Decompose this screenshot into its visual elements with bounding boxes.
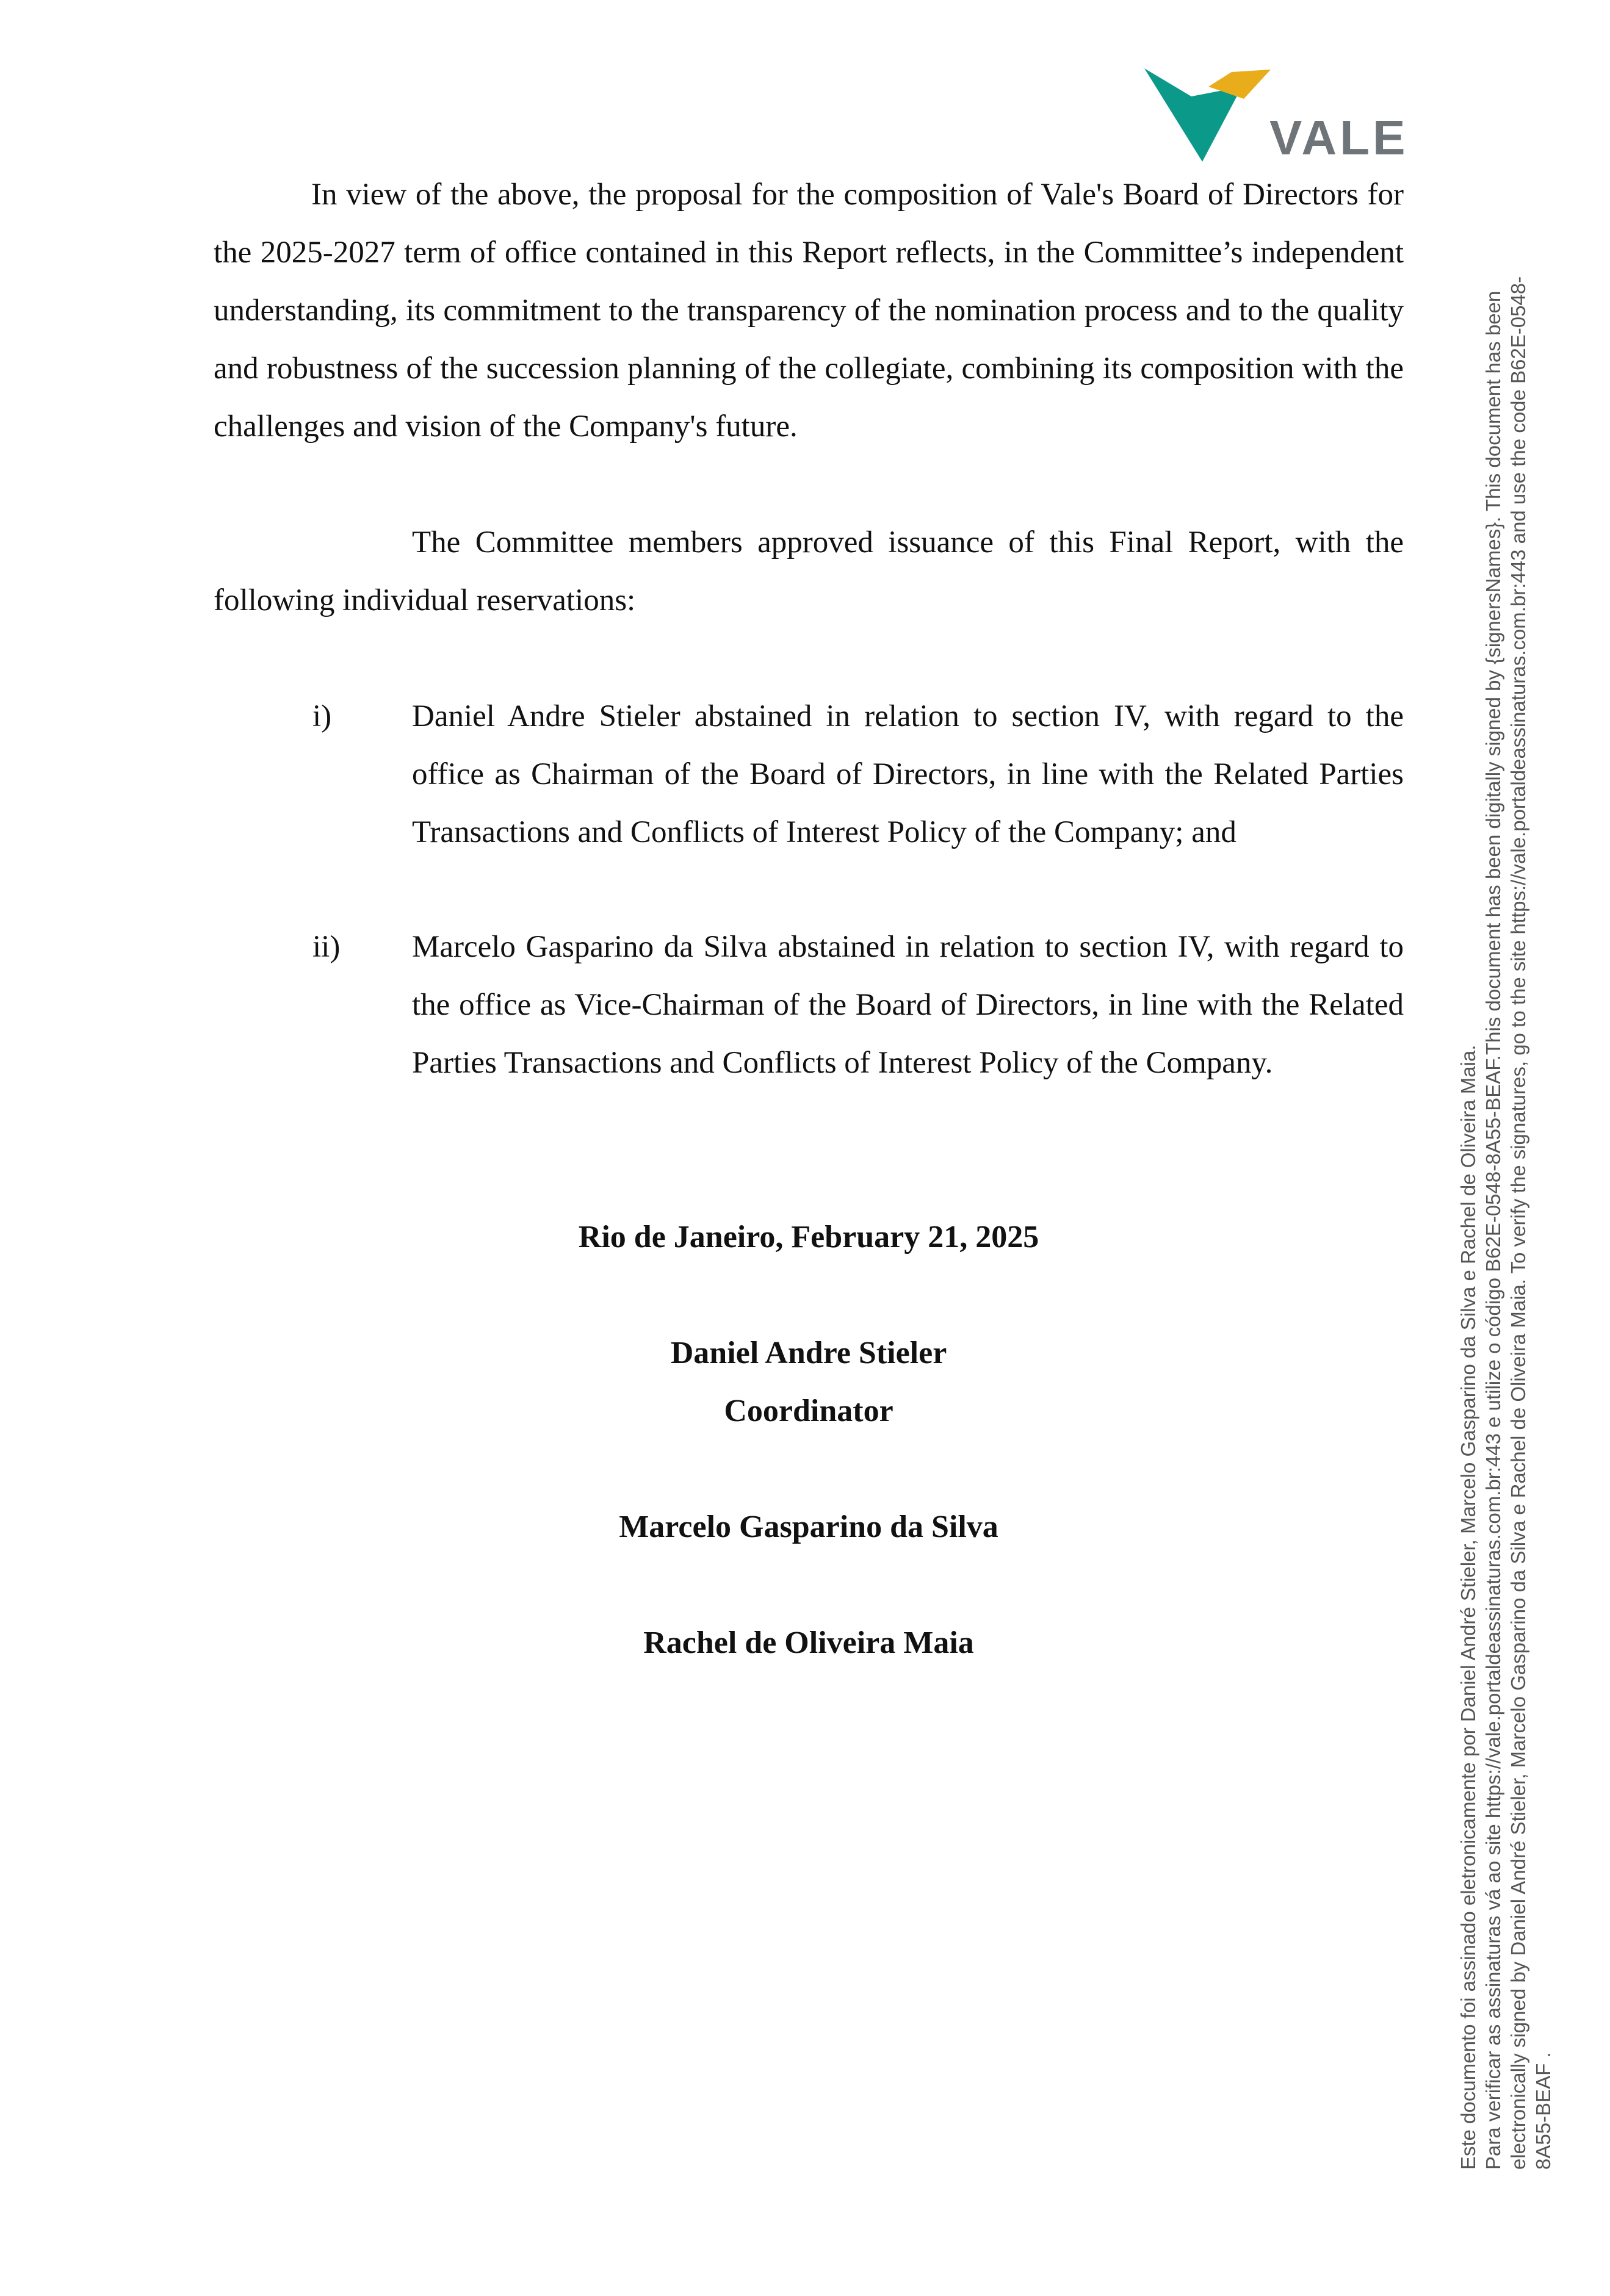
- sidebar-line: Este documento foi assinado eletronicamente por Daniel André Stieler, Marcelo Gasparino da Silva e Rachel de Oliveira Maia.: [1457, 1045, 1479, 2170]
- vale-logo-mark: [1141, 61, 1282, 165]
- member-name: Rachel de Oliveira Maia: [643, 1625, 974, 1660]
- logo-wordmark: VALE: [1269, 110, 1409, 165]
- signature-verification-notice: [1456, 59, 1556, 2170]
- paragraph-approval: The Committee members approved issuance of this Final Report, with the following individual reservations:: [214, 525, 1404, 617]
- place-date: Rio de Janeiro, February 21, 2025: [578, 1220, 1039, 1254]
- sidebar-line: electronically signed by Daniel André Stieler, Marcelo Gasparino da Silva e Rachel de Oliveira Maia. To verify the signatures, go to the site https://vale.portaldeassinaturas.com.br:443 and use the code B62E-0548-: [1507, 276, 1529, 2170]
- coordinator-name: Daniel Andre Stieler: [670, 1336, 947, 1370]
- reservation-item: [312, 918, 1404, 1092]
- vale-logo: [1141, 61, 1409, 171]
- sidebar-line: Para verificar as assinaturas vá ao site https://vale.portaldeassinaturas.com.br:443 e utilize o código B62E-0548-8A55-BEAF.This document has been digitally signed by {signersNames}. This document has been: [1482, 290, 1504, 2170]
- coordinator-title: Coordinator: [724, 1394, 893, 1428]
- reservation-item: [312, 688, 1404, 862]
- reservation-text: Marcelo Gasparino da Silva abstained in relation to section IV, with regard to the office as Vice-Chairman of the Board of Directors, in line with the Related Parties Transactions and Conflicts of Interest Policy of the Company.: [412, 930, 1404, 1080]
- member-name: Marcelo Gasparino da Silva: [619, 1510, 998, 1544]
- paragraph-board-composition: In view of the above, the proposal for the composition of Vale's Board of Directors for the 2025-2027 term of office contained in this Report reflects, in the Committee’s independent understanding, its commitment to the transparency of the nomination process and to the quality and robustness of the succession planning of the collegiate, combining its composition with the challenges and vision of the Company's future.: [214, 178, 1404, 444]
- reservation-text: Daniel Andre Stieler abstained in relation to section IV, with regard to the office as Chairman of the Board of Directors, in line with the Related Parties Transactions and Conflicts of Interest Policy of the Company; and: [412, 699, 1404, 849]
- reservation-marker: ii): [312, 930, 341, 964]
- sidebar-line: 8A55-BEAF .: [1532, 2052, 1554, 2170]
- reservation-marker: i): [312, 699, 332, 733]
